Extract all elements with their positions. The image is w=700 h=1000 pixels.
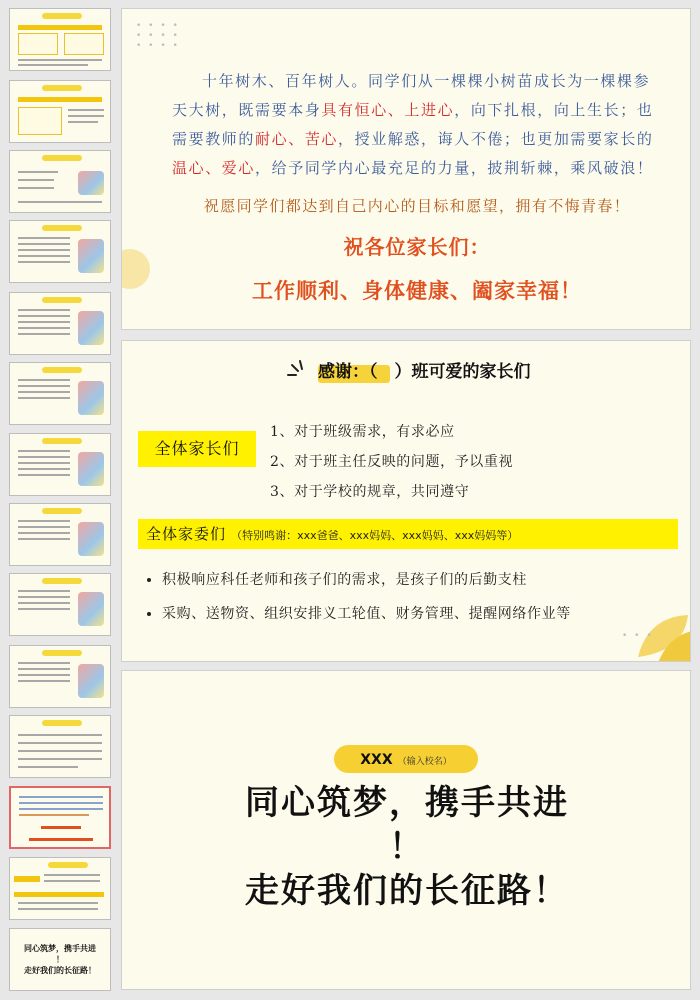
thumb-line: [18, 450, 70, 452]
thumb-line: [18, 379, 70, 381]
thumb-line: [18, 662, 70, 664]
thumb-line: [18, 742, 102, 744]
thumb-line: [18, 758, 102, 760]
thumb-line: [19, 796, 103, 798]
thumb-title-line: 走好我们的长征路！: [24, 966, 96, 975]
slide-thumbnail-13[interactable]: [9, 857, 111, 920]
parents-blessing: 工作顺利、身体健康、阖家幸福！: [252, 279, 582, 303]
closing-paragraph: [172, 67, 662, 183]
thumb-line: [41, 826, 81, 829]
thumb-title-line: ！: [56, 955, 64, 964]
paragraph-text: ，给予同学内心最充足的力量，披荆斩棘，乘风破浪！: [255, 159, 654, 177]
thumb-box: [18, 107, 62, 135]
slogan-line-2: ！: [389, 827, 425, 867]
thumb-header: [48, 862, 88, 868]
thumb-line: [18, 908, 98, 910]
thumb-line: [18, 315, 70, 317]
school-name: XXX: [360, 752, 393, 768]
thumb-line: [18, 397, 70, 399]
thumb-picture: [78, 522, 104, 556]
slide-thanks-parents[interactable]: [121, 340, 691, 662]
thumb-line: [14, 876, 40, 882]
thumb-line: [18, 590, 70, 592]
slide-thumbnail-5[interactable]: [9, 292, 111, 355]
thumb-line: [14, 892, 104, 897]
thumb-line: [19, 802, 103, 804]
thumb-line: [18, 243, 70, 245]
thumb-line: [18, 59, 102, 61]
slogan-line-1: 同心筑梦，携手共进: [245, 783, 569, 823]
decorative-dots: • • • • • • • • • • • •: [136, 21, 180, 51]
thumb-line: [18, 608, 70, 610]
school-name-tag: [334, 745, 478, 773]
thumb-line: [18, 201, 102, 203]
thumb-line: [18, 309, 70, 311]
thumb-header: [42, 650, 82, 656]
slide-thumbnail-7[interactable]: [9, 433, 111, 496]
slide-thumbnail-3[interactable]: [9, 150, 111, 213]
thumb-line: [18, 391, 70, 393]
slide-thumbnail-14[interactable]: [9, 928, 111, 991]
thumb-line: [18, 520, 70, 522]
thumb-header: [42, 155, 82, 161]
thumb-line: [18, 255, 70, 257]
thumb-header: [42, 297, 82, 303]
thumb-line: [29, 838, 93, 841]
all-parents-list: [270, 417, 513, 507]
thumb-line: [18, 902, 98, 904]
slide-thumbnail-6[interactable]: [9, 362, 111, 425]
thumb-line: [19, 808, 103, 810]
slide-final-slogan[interactable]: [121, 670, 691, 990]
slide-thumbnail-12[interactable]: [9, 786, 111, 849]
committee-band: [138, 519, 678, 549]
thumb-line: [18, 674, 70, 676]
decorative-blob: [121, 249, 150, 289]
paragraph-text: ，授业解惑，诲人不倦；也更加需要家长的: [338, 130, 654, 148]
paragraph-text: 十年树木、百年树人。同学们从一棵棵小树苗成长为一棵棵参天大树，既需要本身: [172, 72, 651, 119]
thumb-picture: [78, 664, 104, 698]
slogan-line-3: 走好我们的长征路！: [245, 871, 569, 911]
slide-thumbnail-4[interactable]: [9, 220, 111, 283]
slide-thumbnail-10[interactable]: [9, 645, 111, 708]
thumb-line: [18, 680, 70, 682]
student-wish: 祝愿同学们都达到自己内心的目标和愿望，拥有不悔青春！: [203, 197, 631, 215]
thumb-header: [42, 225, 82, 231]
thumb-line: [18, 25, 102, 30]
thumb-picture: [78, 592, 104, 626]
thumb-box: [64, 33, 104, 55]
sparkle-icon: [282, 357, 312, 387]
thumb-header: [42, 438, 82, 444]
school-name-hint: （输入校名）: [397, 757, 452, 767]
slide-thumbnail-panel: [0, 0, 118, 1000]
highlight-phrase: 耐心、苦心: [255, 130, 339, 148]
thumb-picture: [78, 171, 104, 195]
thumb-line: [18, 171, 58, 173]
list-item: • 积极响应科任老师和孩子们的需求，是孩子们的后勤支柱: [162, 563, 571, 597]
thumb-line: [18, 734, 102, 736]
thumb-header: [42, 720, 82, 726]
thumb-header: [42, 508, 82, 514]
thumb-line: [18, 468, 70, 470]
thumb-header: [42, 367, 82, 373]
thumb-header: [42, 13, 82, 19]
thumb-line: [18, 602, 70, 604]
thumb-line: [18, 668, 70, 670]
thumb-picture: [78, 311, 104, 345]
list-item: 3、对于学校的规章，共同遵守: [270, 484, 470, 500]
thumb-line: [44, 880, 100, 882]
thumb-line: [18, 261, 70, 263]
list-item: 2、对于班主任反映的问题，予以重视: [270, 454, 514, 470]
list-item: • 采购、送物资、组织安排义工轮值、财务管理、提醒网络作业等: [162, 597, 571, 631]
thumb-line: [18, 179, 54, 181]
thumb-line: [68, 109, 104, 111]
thumb-line: [18, 385, 70, 387]
thumb-box: [18, 33, 58, 55]
thumb-picture: [78, 239, 104, 273]
thumb-line: [18, 333, 70, 335]
slide-thumbnail-9[interactable]: [9, 573, 111, 636]
thumb-line: [18, 64, 88, 66]
highlight-phrase: 温心、爱心: [172, 159, 256, 177]
thumb-line: [18, 474, 70, 476]
thumb-line: [18, 249, 70, 251]
thumb-line: [18, 526, 70, 528]
thumb-line: [18, 532, 70, 534]
thumb-title-line: 同心筑梦，携手共进: [24, 944, 96, 953]
parents-greeting: 祝各位家长们：: [343, 235, 491, 259]
committee-list: [162, 563, 571, 631]
all-parents-label: 全体家长们: [138, 431, 256, 467]
slide-thumbnail-8[interactable]: [9, 503, 111, 566]
thumb-line: [18, 327, 70, 329]
thumb-header: [42, 578, 82, 584]
thumb-title: [10, 943, 110, 976]
committee-thanks-note: （特别鸣谢：xxx爸爸、xxx妈妈、xxx妈妈、xxx妈妈等）: [231, 529, 519, 542]
thumb-line: [18, 321, 70, 323]
list-item: 1、对于班级需求，有求必应: [270, 424, 455, 440]
thumb-line: [44, 874, 100, 876]
thumb-picture: [78, 452, 104, 486]
slide-closing-wishes[interactable]: [121, 8, 691, 330]
thumb-line: [18, 456, 70, 458]
thumb-line: [18, 462, 70, 464]
slide-thumbnail-2[interactable]: [9, 80, 111, 143]
thumb-line: [68, 115, 104, 117]
thumb-line: [18, 750, 102, 752]
decorative-dots: • • •: [622, 631, 654, 641]
thumb-line: [68, 121, 98, 123]
highlight-phrase: 具有恒心、上进心: [321, 101, 455, 119]
thumb-line: [18, 538, 70, 540]
thumb-line: [19, 814, 89, 816]
thumb-line: [18, 187, 54, 189]
slide-thumbnail-11[interactable]: [9, 715, 111, 778]
thumb-line: [18, 237, 70, 239]
slide-thumbnail-1[interactable]: [9, 8, 111, 71]
thumb-line: [18, 97, 102, 102]
paragraph-text: ，向下扎根，向上生长；也需要教师的: [172, 101, 654, 148]
thumb-line: [18, 596, 70, 598]
thumb-line: [18, 766, 78, 768]
committee-label: 全体家委们: [146, 525, 227, 543]
slide-title: 感谢：（ ）班可爱的家长们: [318, 362, 531, 382]
thumb-header: [42, 85, 82, 91]
thumb-picture: [78, 381, 104, 415]
